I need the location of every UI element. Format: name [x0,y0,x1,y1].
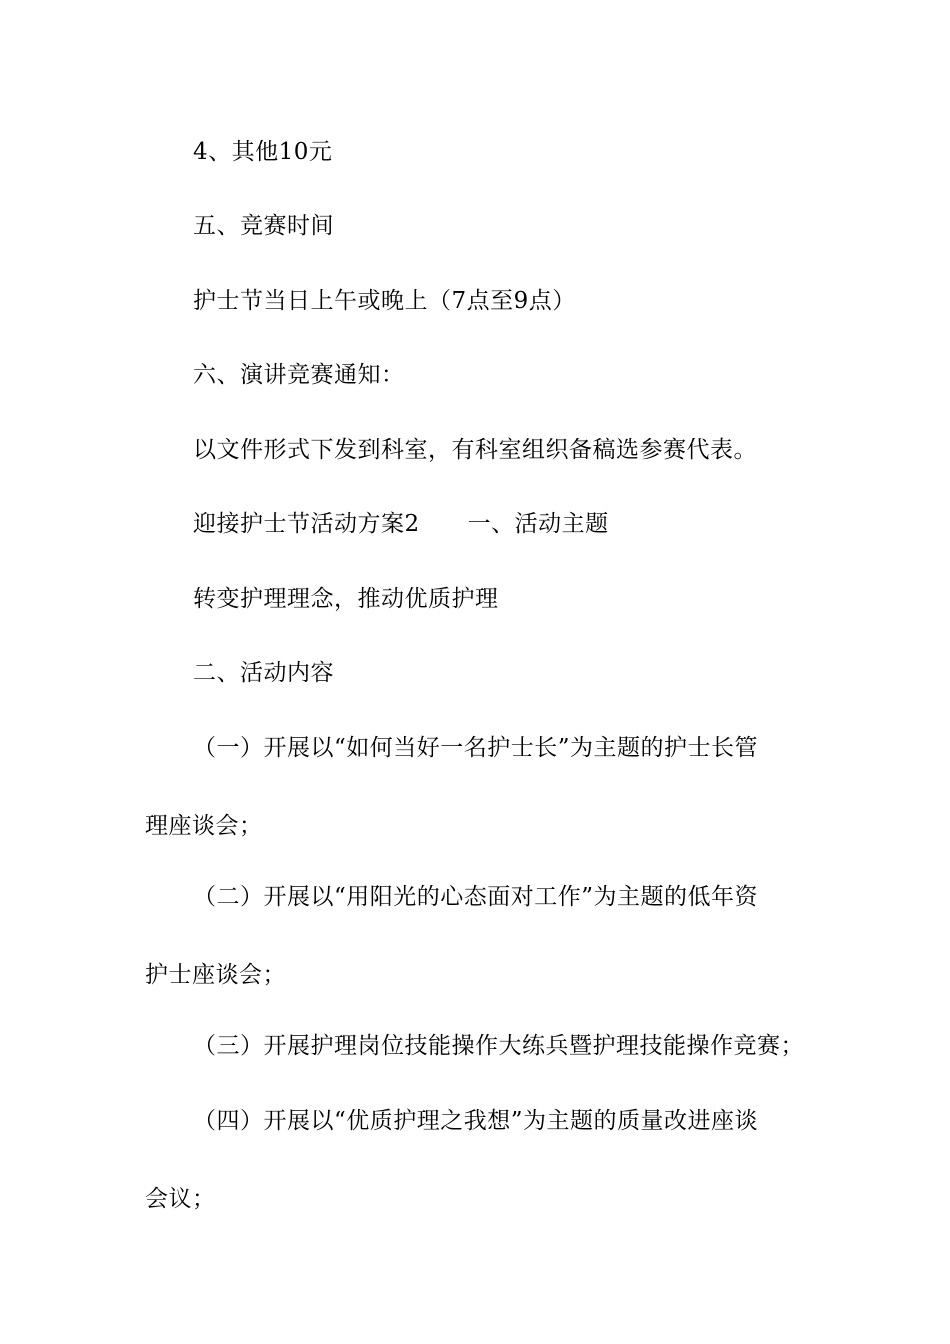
section-heading: 二、活动内容 [193,660,334,686]
document-title: 迎接护士节活动方案2 [193,511,420,537]
section-heading: 五、竞赛时间 [193,213,334,239]
paragraph-line: 理座谈会； [145,813,263,839]
paragraph-line: （二）开展以“用阳光的心态面对工作”为主题的低年资 [193,884,759,910]
document-title-line [193,509,609,539]
paragraph-line: 护士节当日上午或晚上（7点至9点） [193,288,576,314]
paragraph-line: 护士座谈会； [145,962,286,988]
paragraph-line: （一）开展以“如何当好一名护士长”为主题的护士长管 [193,735,759,761]
paragraph-line: 转变护理理念，推动优质护理 [193,586,499,612]
section-heading: 六、演讲竞赛通知： [193,362,405,388]
paragraph-line: 会议； [145,1186,216,1212]
paragraph-line: （四）开展以“优质护理之我想”为主题的质量改进座谈 [193,1108,759,1134]
paragraph-line: 以文件形式下发到科室，有科室组织备稿选参赛代表。 [193,437,757,463]
paragraph-line: 4、其他10元 [193,139,333,165]
paragraph-line: （三）开展护理岗位技能操作大练兵暨护理技能操作竞赛； [193,1033,804,1059]
section-heading: 一、活动主题 [467,511,609,537]
